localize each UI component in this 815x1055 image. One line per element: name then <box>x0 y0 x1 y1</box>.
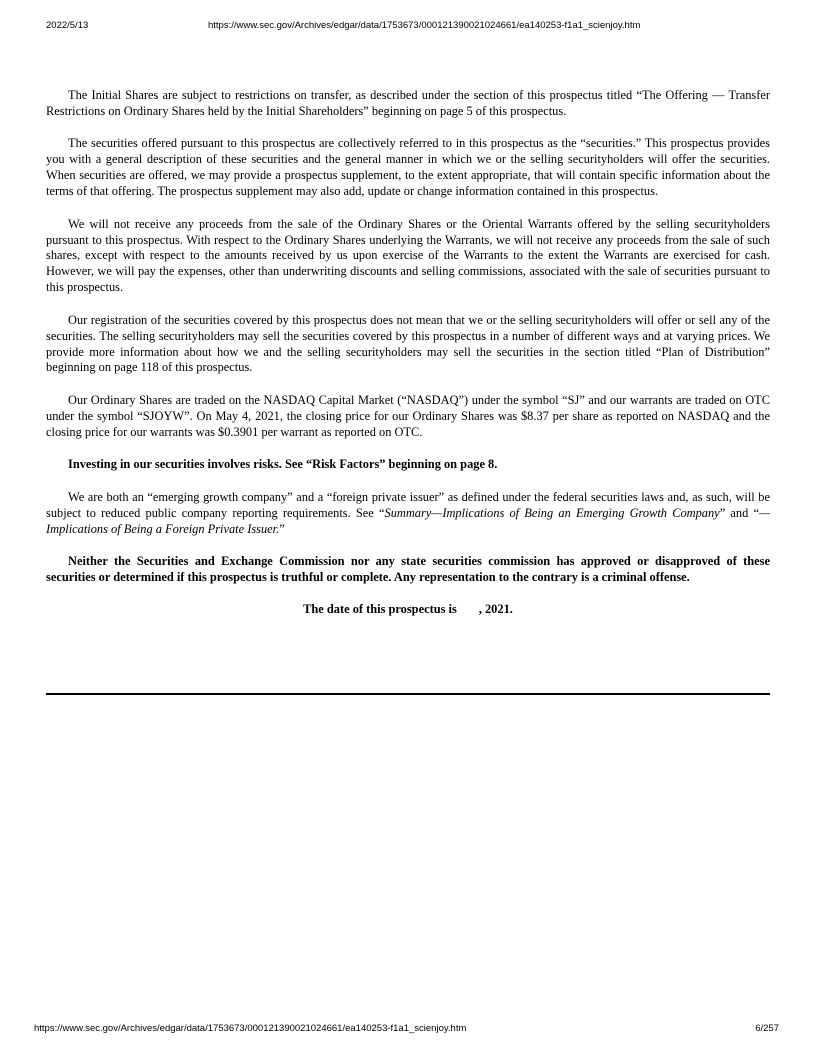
emerging-growth-end: ” <box>279 521 285 536</box>
emerging-growth-mid: ” and “ <box>719 505 759 520</box>
paragraph-initial-shares: The Initial Shares are subject to restrictions on transfer, as described under the section of this prospectus titled “The Offering — Transfer Restrictions on Ordinary Shares held by the Initial Shareholders” beginning on page 5 of this prospectus. <box>46 88 770 118</box>
date-suffix: , 2021. <box>478 601 513 616</box>
print-date: 2022/5/13 <box>46 20 89 31</box>
footer-url: https://www.sec.gov/Archives/edgar/data/1753673/000121390021024661/ea140253-f1a1_scienjoy.htm <box>34 1023 467 1034</box>
prospectus-page <box>46 88 770 634</box>
emerging-growth-summary-ref: Summary—Implications of Being an Emerging Growth Company <box>384 505 720 520</box>
paragraph-trading: Our Ordinary Shares are traded on the NASDAQ Capital Market (“NASDAQ”) under the symbol “SJ” and our warrants are traded on OTC under the symbol “SJOYW”. On May 4, 2021, the closing price for our Ordinary Shares was $8.37 per share as reported on NASDAQ and the closing price for our warrants was $0.3901 per warrant as reported on OTC. <box>46 392 770 439</box>
paragraph-securities-offered: The securities offered pursuant to this prospectus are collectively referred to in this prospectus as the “securities.” This prospectus provides you with a general description of these securities and the general manner in which we or the selling securityholders will offer the securities. When securities are offered, we may provide a prospectus supplement, to the extent appropriate, that will contain specific information about the terms of that offering. The prospectus supplement may also add, update or change information contained in this prospectus. <box>46 136 770 199</box>
paragraph-registration: Our registration of the securities covered by this prospectus does not mean that we or the selling securityholders will offer or sell any of the securities. The selling securityholders may sell the securities covered by this prospectus in a number of different ways and at varying prices. We provide more information about how we and the selling securityholders may sell the securities in the section titled “Plan of Distribution” beginning on page 118 of this prospectus. <box>46 312 770 375</box>
page-number: 6/257 <box>755 1023 779 1034</box>
foreign-private-issuer-ref: —Implications of Being a Foreign Private Issuer. <box>46 505 771 536</box>
paragraph-emerging-growth <box>46 490 770 538</box>
paragraph-proceeds: We will not receive any proceeds from the sale of the Ordinary Shares or the Oriental Warrants offered by the selling securityholders pursuant to this prospectus. With respect to the Ordinary Shares underlying the Warrants, we will not receive any proceeds from the sale of such shares, except with respect to the amounts received by us upon exercise of the Warrants to the extent the Warrants are exercised for cash. However, we will pay the expenses, other than underwriting discounts and selling commissions, associated with the sale of securities pursuant to this prospectus. <box>46 216 770 295</box>
header-url: https://www.sec.gov/Archives/edgar/data/1753673/000121390021024661/ea140253-f1a1_scienjoy.htm <box>208 20 641 31</box>
paragraph-risk-factors: Investing in our securities involves risks. See “Risk Factors” beginning on page 8. <box>68 457 498 472</box>
page-divider <box>46 693 770 695</box>
emerging-growth-lead: We are both an “emerging growth company” and a “foreign private issuer” as defined under the federal securities laws and, as such, will be subject to reduced public company reporting requirements. See “ <box>46 489 770 520</box>
date-prefix: The date of this prospectus is <box>303 601 457 616</box>
prospectus-date-line <box>46 602 770 618</box>
paragraph-sec-disclaimer: Neither the Securities and Exchange Commission nor any state securities commission has approved or disapproved of these securities or determined if this prospectus is truthful or complete. Any representation to the contrary is a criminal offense. <box>46 554 770 584</box>
